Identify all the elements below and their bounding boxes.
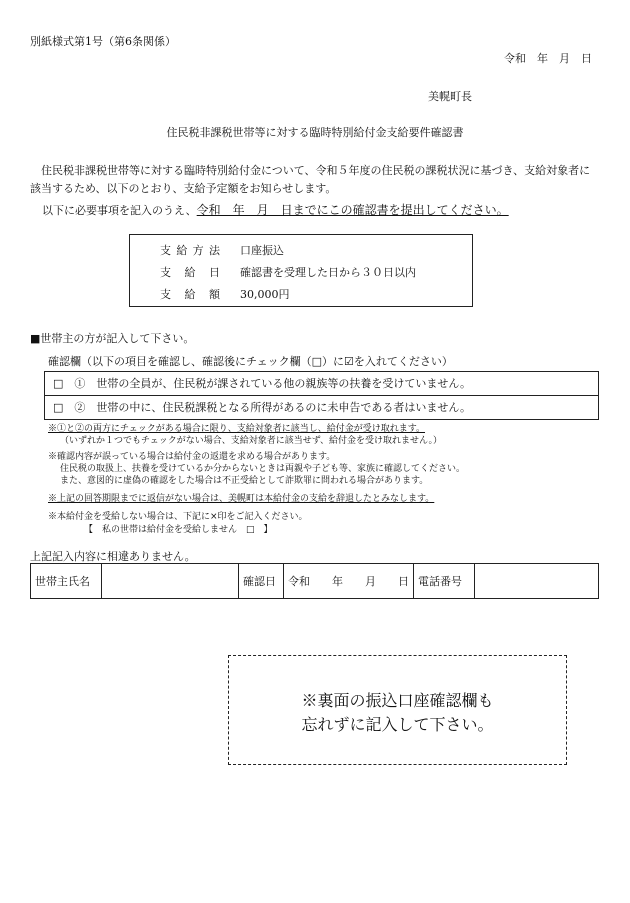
checklist-item-2[interactable]: [45, 395, 598, 419]
note-fraud: また、意図的に虚偽の確認をした場合は不正受給として詐欺罪に問われる場合があります。: [60, 476, 429, 486]
reminder-box: [228, 655, 567, 765]
deadline-text: 令和 年 月 日までにこの確認書を提出してください。: [196, 203, 509, 217]
form-number: 別紙様式第1号（第6条関係）: [30, 35, 176, 48]
head-name-label: 世帯主氏名: [31, 564, 102, 599]
document-title: 住民税非課税世帯等に対する臨時特別給付金支給要件確認書: [166, 126, 464, 139]
checklist-title: 確認欄（以下の項目を確認し、確認後にチェック欄（□）に☑を入れてください）: [48, 355, 453, 368]
note-eligibility: ※①と②の両方にチェックがある場合に限り、支給対象者に該当し、給付金が受け取れます。: [48, 424, 426, 434]
note-deadline: ※上記の回答期限までに返信がない場合は、美幌町は本給付金の支給を辞退したとみなします。: [48, 494, 435, 504]
note-decline: ※本給付金を受給しない場合は、下記に×印をご記入ください。: [48, 512, 308, 522]
deadline-prefix: 以下に必要事項を記入のうえ、: [42, 204, 197, 217]
checklist-item-1[interactable]: [45, 372, 598, 395]
issue-date: 令和 年 月 日: [504, 52, 592, 65]
note-refund-detail: 住民税の取扱上、扶養を受けているか分からないときは両親や子ども等、家族に確認してください。: [60, 464, 466, 474]
confirmation-statement: 上記記入内容に相違ありません。: [30, 550, 196, 563]
decline-checkbox-line[interactable]: 【 私の世帯は給付金を受給しません □ 】: [84, 525, 273, 535]
household-header: ■世帯主の方が記入して下さい。: [30, 332, 195, 345]
confirm-date-field[interactable]: 令和 年 月 日: [284, 564, 414, 599]
intro-paragraph: 住民税非課税世帯等に対する臨時特別給付金について、令和５年度の住民税の課税状況に基づき、支給対象者に該当するため、以下のとおり、支給予定額をお知らせします。: [30, 164, 591, 195]
deadline-paragraph: [42, 201, 509, 218]
phone-label: 電話番号: [414, 564, 475, 599]
payment-label: 支給日: [160, 266, 220, 279]
checklist-box: [44, 371, 599, 420]
payment-value: 確認書を受理した日から３０日以内: [240, 266, 416, 279]
reminder-line-2: 忘れずに記入して下さい。: [301, 715, 494, 734]
payment-info-box: [129, 234, 473, 307]
confirm-date-label: 確認日: [239, 564, 284, 599]
checklist-item-text: □ ② 世帯の中に、住民税課税となる所得があるのに未申告である者はいません。: [53, 401, 472, 414]
payment-label: 支給額: [160, 288, 220, 301]
phone-field[interactable]: [475, 564, 599, 599]
payment-value: 30,000円: [240, 288, 290, 301]
mayor-title: 美幌町長: [428, 90, 472, 103]
note-eligibility-detail: （いずれか１つでもチェックがない場合、支給対象者に該当せず、給付金を受け取れません。）: [60, 436, 443, 446]
reminder-line-1: ※裏面の振込口座確認欄も: [301, 691, 494, 710]
head-name-field[interactable]: [102, 564, 239, 599]
payment-label: 支給方法: [160, 244, 220, 257]
payment-value: 口座振込: [240, 244, 284, 257]
signature-table: [30, 563, 599, 599]
note-refund: ※確認内容が誤っている場合は給付金の返還を求める場合があります。: [48, 452, 336, 462]
checklist-item-text: □ ① 世帯の全員が、住民税が課されている他の親族等の扶養を受けていません。: [53, 377, 472, 390]
